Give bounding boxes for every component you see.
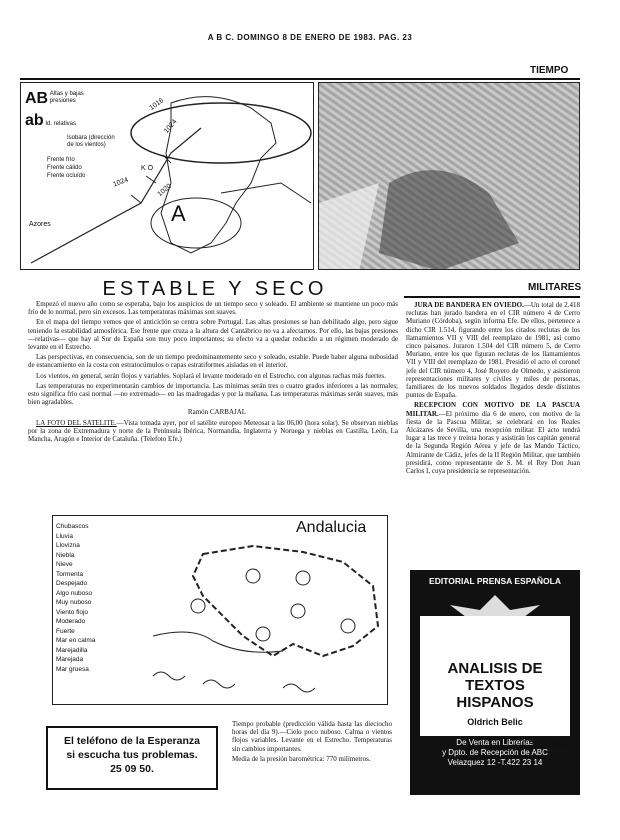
legend-high-low: [25, 91, 100, 107]
section-label-militares: MILITARES: [528, 282, 582, 293]
phone-box-number: 25 09 50.: [110, 763, 154, 775]
legend-item: Marejada: [56, 656, 84, 663]
prediction-text: [232, 720, 392, 753]
ad-title-line1: ANALISIS DE TEXTOS: [447, 660, 543, 694]
satellite-caption-title: LA FOTO DEL SATELITE.: [36, 418, 117, 427]
ad-price: 300 Ptas: [529, 739, 566, 749]
legend-item: Muy nuboso: [56, 599, 92, 606]
legend-item: Fuerte: [56, 627, 75, 635]
ad-sales-line: y Dpto. de Recepción de ABC: [442, 748, 548, 757]
prediction-body: —Cielo poco nuboso. Calma o vientos flojos variables. Levante en el Estrecho. Temperaturas sin cambios importantes.: [232, 728, 392, 753]
andalucia-border: [193, 546, 378, 656]
legend-frente-calido: Frente cálido: [47, 165, 82, 171]
legend-item: Marejadilla: [56, 646, 88, 654]
prediction: [232, 720, 392, 765]
satellite-caption-text: —Vista tomada ayer, por el satélite europeo Meteosat a las 06,00 (hora solar). Se observan nieblas por la zona de Extremadura y norte de la Península Ibérica, Normandía, Inglaterra y Noruega y nieblas en Castilla, León, La Mancha, Aragón e Interior de Cataluña. (Telefoto Efe.): [28, 418, 399, 444]
legend-isobara: Isobara (dirección de los vientos): [67, 135, 115, 148]
andalucia-drawing: [53, 516, 389, 706]
satellite-caption: [28, 419, 398, 444]
legend-item: Nieve: [56, 561, 73, 568]
azores-label: Azores: [29, 221, 51, 228]
prediction-title: Tiempo probable (predicción válida hasta las dieciocho horas del día 9).: [232, 720, 392, 737]
legend-item: Lluvia: [56, 532, 73, 540]
coastline: [161, 97, 276, 253]
legend-ab-lower-text: Id. relativas: [45, 121, 77, 127]
andalucia-title: Andalucia: [296, 519, 367, 536]
isobar-label: 1016: [148, 97, 166, 112]
story-title: JURA DE BANDERA EN OVIEDO.: [414, 301, 524, 309]
legend-item: Mar en calma: [56, 637, 96, 644]
legend-item: Algo nuboso: [56, 589, 93, 597]
sea-waves: [153, 672, 315, 692]
high-pressure-label: A: [171, 201, 186, 226]
isobar-label: 1024: [112, 176, 130, 189]
ad-author: Oldrich Belic: [467, 717, 523, 727]
weather-map: [20, 82, 314, 270]
prediction-pressure: Media de la presión barométrica: 770 milímetros.: [232, 754, 371, 763]
weather-symbol: [246, 569, 260, 583]
section-rule: [20, 78, 580, 80]
legend-item: Moderado: [56, 618, 86, 625]
legend-ab-lower: ab: [25, 112, 44, 129]
legend-ab-upper-text: Altas y bajas presiones: [49, 91, 84, 104]
section-label-tiempo: TIEMPO: [530, 65, 569, 76]
militares-body: [406, 301, 580, 477]
article-paragraph: Los vientos, en general, serán flojos y variables. Soplará el levante moderado en el Estrecho, con algunas rachas más fuertes.: [36, 371, 386, 380]
isobar-label: 1024: [163, 118, 179, 135]
legend-item: Chubascos: [56, 523, 89, 530]
weather-symbol: [341, 619, 355, 633]
legend-item: Llovizna: [56, 542, 80, 549]
legend-relative: [25, 113, 76, 129]
weather-symbol: [291, 604, 305, 618]
article-paragraph: Empezó el nuevo año como se esperaba, bajo los auspicios de un tiempo seco y soleado. El ambiente se mantiene un poco más frío de lo normal, pero sin excesos. Las temperaturas máximas son suaves.: [28, 300, 398, 317]
ad-sales-line: De Venta en Librerías: [456, 738, 534, 747]
isobar-1024: [131, 103, 311, 163]
story-title: RECEPCION CON MOTIVO DE LA PASCUA MILITAR.: [406, 401, 580, 418]
coastline-east: [221, 183, 311, 203]
militares-rule: [404, 296, 580, 298]
andalucia-map: [52, 515, 388, 705]
ad-sales-line: Velazquez 12 -T.422 23 14: [447, 758, 543, 767]
weather-symbol: [256, 627, 270, 641]
satellite-texture: [319, 83, 580, 270]
legend-frente-ocluido: Frente ocluído: [47, 173, 86, 179]
article-paragraph: Las perspectivas, en consecuencia, son de un tiempo predominantemente seco y soleado, estable. Puede haber alguna nubosidad de estancamiento en la costa con estratocúmulos o capas estratiformes aisladas en el interior.: [28, 353, 398, 370]
weather-symbol: [296, 571, 310, 585]
andalucia-legend: [56, 522, 95, 674]
article-paragraph: En el mapa del tiempo vemos que el anticiclón se centra sobre Portugal. Las altas presiones se han debilitado algo, pero sigue teniendo la estabilidad atmosférica. Ese frente que cruza a la altura del Cantábrico no va a afectarnos. Por ello, las bajas presiones —relativas— que hay al Sur de España son muy poco importantes; su efecto va a quedar reducido a un régimen moderado de levante en el Estrecho.: [28, 318, 398, 352]
article-paragraph: Las temperaturas no experimentarán cambios de importancia. Las mínimas serán tres o cuatro grados inferiores a las normales; esto significa frío casi normal —no extremado— en las madrugadas y por la mañana. Las temperaturas máximas serán suaves, más bien agradables.: [28, 381, 398, 407]
ad-title-line2: HISPANOS: [456, 694, 534, 711]
militares-story: [406, 401, 580, 475]
story-text: —El próximo día 6 de enero, con motivo de la fiesta de la Pascua Militar, se celebrará en los Reales Alcázares de Sevilla, una recepción militar. El acto tendrá lugar a las trece y treinta horas y asistirán los capitán general de la Segunda Región Aérea y jefe de las Mando Táctico, Almirante de Cádiz, jefes de la II Región Militar, que también presidirá, como representante de S. M. el Rey Don Juan Carlos I, cuya presidencia se representación.: [406, 409, 580, 476]
weather-symbol: [191, 599, 205, 613]
legend-item: Tormenta: [56, 570, 84, 578]
article-body: [28, 300, 398, 445]
article-author: Ramón CARBAJAL: [187, 408, 247, 417]
low-pressure-label: K O: [141, 165, 154, 172]
story-text: —Un total de 2.418 reclutas han jurado bandera en el CIR número 4 de Cerro Muriano (Córdoba), según informa Efe. De ellos, pertenece a dicho CIR 1.514, figurando entre los citados reclutas de los llamamientos VII y VIII del reemplazo de 1981, así como cinco paisanos. Juraron 1.504 del CIR número 5, de Cerro Muriano, entre los que figuran reclutas de los llamamientos VII y VIII del reemplazo de 1981. Presidió el acto el coronel jefe del CIR número 4, José Royero de Olmedo, y asistieron representaciones militares y civiles y miles de personas, familiares de los nuevos soldados llegados desde distintos puntos de España.: [406, 301, 580, 400]
legend-item: Niebla: [56, 551, 75, 559]
phone-box-line1: El teléfono de la Esperanza: [64, 735, 200, 747]
militares-story: [406, 301, 580, 399]
phone-box: [46, 726, 218, 790]
legend-item: Despejado: [56, 580, 88, 587]
isobar-label: 1020: [156, 182, 174, 199]
phone-box-line2: si escucha tus problemas.: [66, 749, 198, 761]
headline: ESTABLE Y SECO: [102, 278, 328, 300]
legend-item: Mar gruesa: [56, 665, 89, 673]
satellite-photo: [318, 82, 580, 270]
legend-item: Viento flojo: [56, 608, 89, 616]
ad-publisher: EDITORIAL PRENSA ESPAÑOLA: [429, 576, 561, 586]
legend-frente-frio: Frente frío: [47, 157, 75, 163]
page-header: A B C. DOMINGO 8 DE ENERO DE 1983. PAG. 23: [207, 33, 413, 42]
legend-ab-upper: AB: [25, 90, 49, 107]
